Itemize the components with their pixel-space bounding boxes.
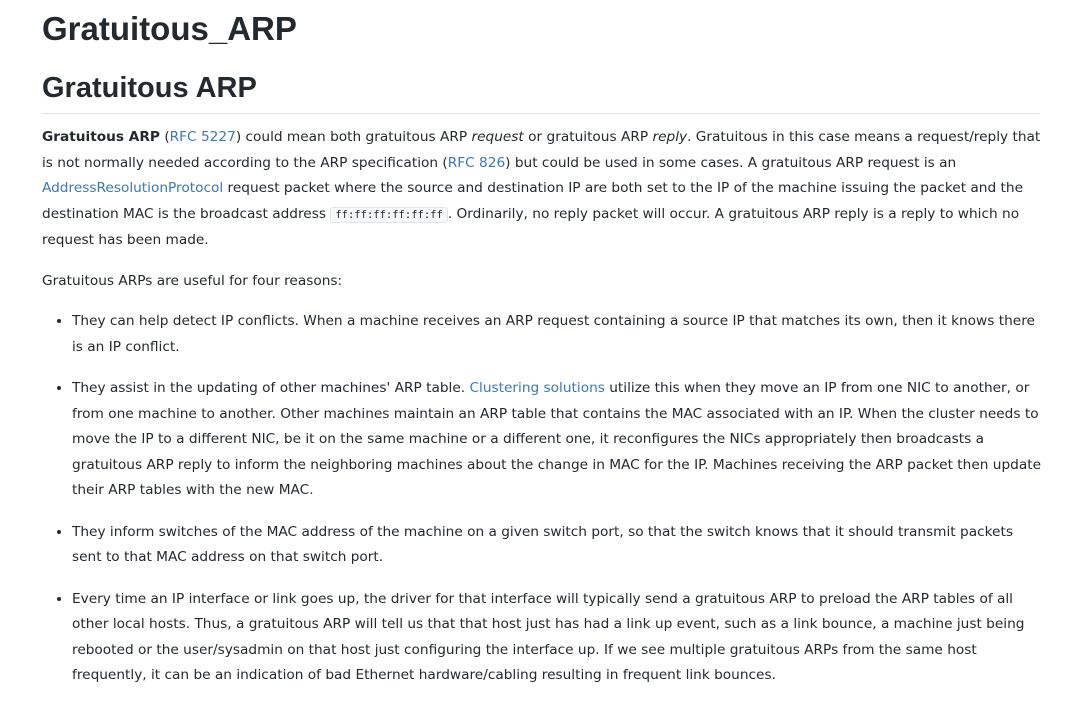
intro-text: ( (159, 129, 170, 145)
reply-emphasis: reply (652, 129, 688, 145)
intro-text: or gratuitous ARP (523, 129, 653, 145)
reasons-list (42, 309, 1042, 689)
intro-text: ) could mean both gratuitous ARP (235, 129, 472, 145)
reason-text: They inform switches of the MAC address of the machine on a given switch port, so that the switch knows that it should transmit packets sent to that MAC address on that switch port. (72, 523, 1013, 565)
request-emphasis: request (471, 129, 524, 145)
intro-text: request packet where the source and destination IP are both set to the IP of the machine issuing the packet and the destination MAC is the broadcast address (42, 180, 1023, 222)
section-heading: Gratuitous ARP (42, 68, 1040, 114)
list-item (72, 520, 1042, 571)
rfc-826-link[interactable]: RFC 826 (447, 154, 506, 171)
rfc-5227-link[interactable]: RFC 5227 (169, 129, 236, 145)
clustering-solutions-link[interactable]: Clustering solutions (469, 380, 605, 396)
intro-text: ) but could be used in some cases. A gratuitous ARP request is an (505, 154, 957, 171)
reason-text: They can help detect IP conflicts. When a machine receives an ARP request containing a source IP that matches its own, then it knows there is an IP conflict. (72, 313, 1035, 355)
intro-paragraph (42, 125, 1042, 254)
broadcast-mac-code: ff:ff:ff:ff:ff:ff (330, 207, 447, 223)
reason-text: Every time an IP interface or link goes up, the driver for that interface will typically send a gratuitous ARP to preload the ARP tables of all other local hosts. Thus, a gratuitous ARP will tell us that that host just has had a link up event, such as a link bounce, a machine just being rebooted or the user/sysadmin on that host just configuring the interface up. If we see multiple gratuitous ARPs from the same host frequently, it can be an indication of bad Ethernet hardware/cabling resulting in frequent link bounces. (72, 590, 1025, 683)
page-title: Gratuitous_ARP (42, 10, 297, 47)
intro-text: . Ordinarily, no reply packet will occur. A gratuitous ARP reply is a reply to which no request has been made. (42, 205, 1020, 248)
intro-term: Gratuitous ARP (42, 129, 160, 145)
article-body (42, 125, 1042, 705)
list-item (72, 587, 1042, 689)
reason-text: utilize this when they move an IP from one NIC to another, or from one machine to another. Other machines maintain an ARP table that contains the MAC associated with an IP. When the cluster needs to move the IP to a different NIC, be it on the same machine or a different one, it reconfigures the NICs appropriately then broadcasts a gratuitous ARP reply to inform the neighboring machines about the change in MAC for the IP. Machines receiving the ARP packet then update their ARP tables with the new MAC. (72, 380, 1042, 498)
address-resolution-protocol-link[interactable]: AddressResolutionProtocol (42, 180, 224, 196)
intro-text: . Gratuitous in this case means a request/reply that is not normally needed according to the ARP specification ( (42, 129, 1041, 171)
list-item (72, 309, 1042, 360)
list-item (72, 376, 1042, 504)
reason-text: They assist in the updating of other machines' ARP table. (72, 380, 470, 396)
reasons-intro: Gratuitous ARPs are useful for four reasons: (42, 272, 343, 289)
